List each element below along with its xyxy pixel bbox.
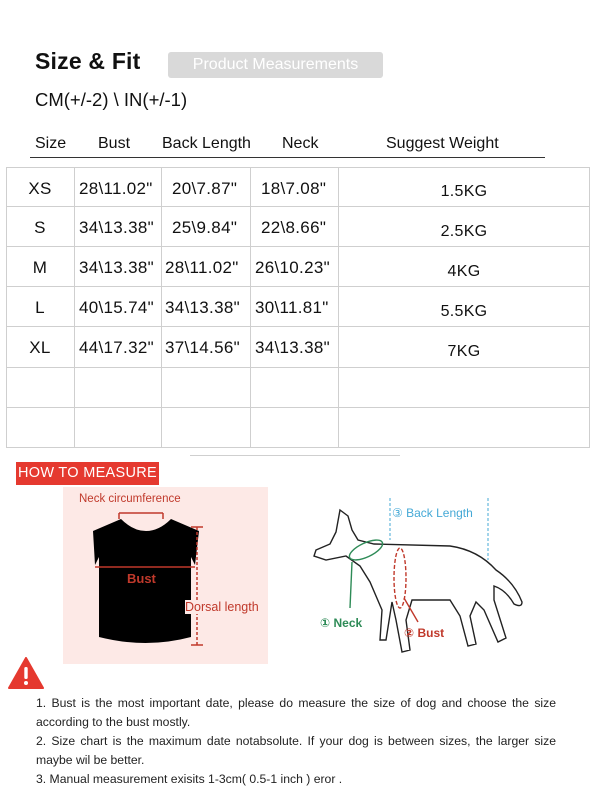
col-neck: Neck bbox=[282, 135, 319, 152]
note-1: 1. Bust is the most important date, please do measure the size of dog and choose the size according to the bust mostly. bbox=[36, 696, 556, 729]
row-xs-neck: 18\7.08" bbox=[261, 179, 327, 198]
row-xl-size: XL bbox=[29, 338, 51, 357]
row-xs-size: XS bbox=[28, 179, 52, 198]
shirt-svg bbox=[63, 487, 268, 664]
dog-illustration bbox=[300, 490, 535, 660]
row-l-bust: 40\15.74" bbox=[79, 298, 154, 317]
row-l-size: L bbox=[35, 298, 45, 317]
row-s-neck: 22\8.66" bbox=[261, 218, 327, 237]
row-m-weight: 4KG bbox=[447, 263, 481, 280]
row-xs-bust: 28\11.02" bbox=[79, 179, 153, 198]
warning-icon bbox=[8, 657, 44, 694]
row-l-back: 34\13.38" bbox=[165, 298, 240, 317]
section-divider bbox=[190, 455, 400, 456]
row-s-weight: 2.5KG bbox=[440, 223, 488, 240]
col-size: Size bbox=[35, 135, 67, 152]
note-3: 3. Manual measurement exisits 1-3cm( 0.5-1 inch ) eror . bbox=[36, 772, 343, 786]
row-m-bust: 34\13.38" bbox=[79, 258, 154, 277]
row-xs-weight: 1.5KG bbox=[440, 183, 488, 200]
row-m-neck: 26\10.23" bbox=[255, 258, 330, 277]
row-xl-bust: 44\17.32" bbox=[79, 338, 154, 357]
units-note: CM(+/-2) \ IN(+/-1) bbox=[35, 89, 188, 110]
dorsal-length-label: Dorsal length bbox=[185, 600, 259, 614]
note-2: 2. Size chart is the maximum date notabsolute. If your dog is between sizes, the larger size maybe wil be better. bbox=[36, 734, 556, 767]
row-l-neck: 30\11.81" bbox=[255, 298, 329, 317]
bust-label: ② Bust bbox=[404, 626, 445, 640]
row-xs-back: 20\7.87" bbox=[172, 179, 238, 198]
col-suggest-weight: Suggest Weight bbox=[386, 135, 499, 152]
how-to-measure-badge: HOW TO MEASURE bbox=[16, 462, 159, 485]
neck-circumference-label: Neck circumference bbox=[79, 493, 181, 505]
row-m-back: 28\11.02" bbox=[165, 258, 239, 277]
col-bust: Bust bbox=[98, 135, 131, 152]
back-length-label: ③ Back Length bbox=[392, 506, 473, 520]
neck-label: ① Neck bbox=[320, 616, 363, 630]
row-s-back: 25\9.84" bbox=[172, 218, 238, 237]
row-l-weight: 5.5KG bbox=[440, 303, 488, 320]
col-back-length: Back Length bbox=[162, 135, 251, 152]
row-xl-neck: 34\13.38" bbox=[255, 338, 330, 357]
measurement-notes bbox=[36, 694, 556, 789]
header-divider bbox=[30, 157, 545, 158]
row-xl-back: 37\14.56" bbox=[165, 338, 240, 357]
page-title: Size & Fit bbox=[35, 48, 141, 74]
row-m-size: M bbox=[32, 258, 48, 277]
row-s-size: S bbox=[34, 218, 46, 237]
shirt-illustration bbox=[63, 487, 268, 664]
row-s-bust: 34\13.38" bbox=[79, 218, 154, 237]
shirt-bust-label: Bust bbox=[127, 571, 156, 586]
product-measurements-badge: Product Measurements bbox=[168, 52, 383, 78]
row-xl-weight: 7KG bbox=[447, 343, 481, 360]
